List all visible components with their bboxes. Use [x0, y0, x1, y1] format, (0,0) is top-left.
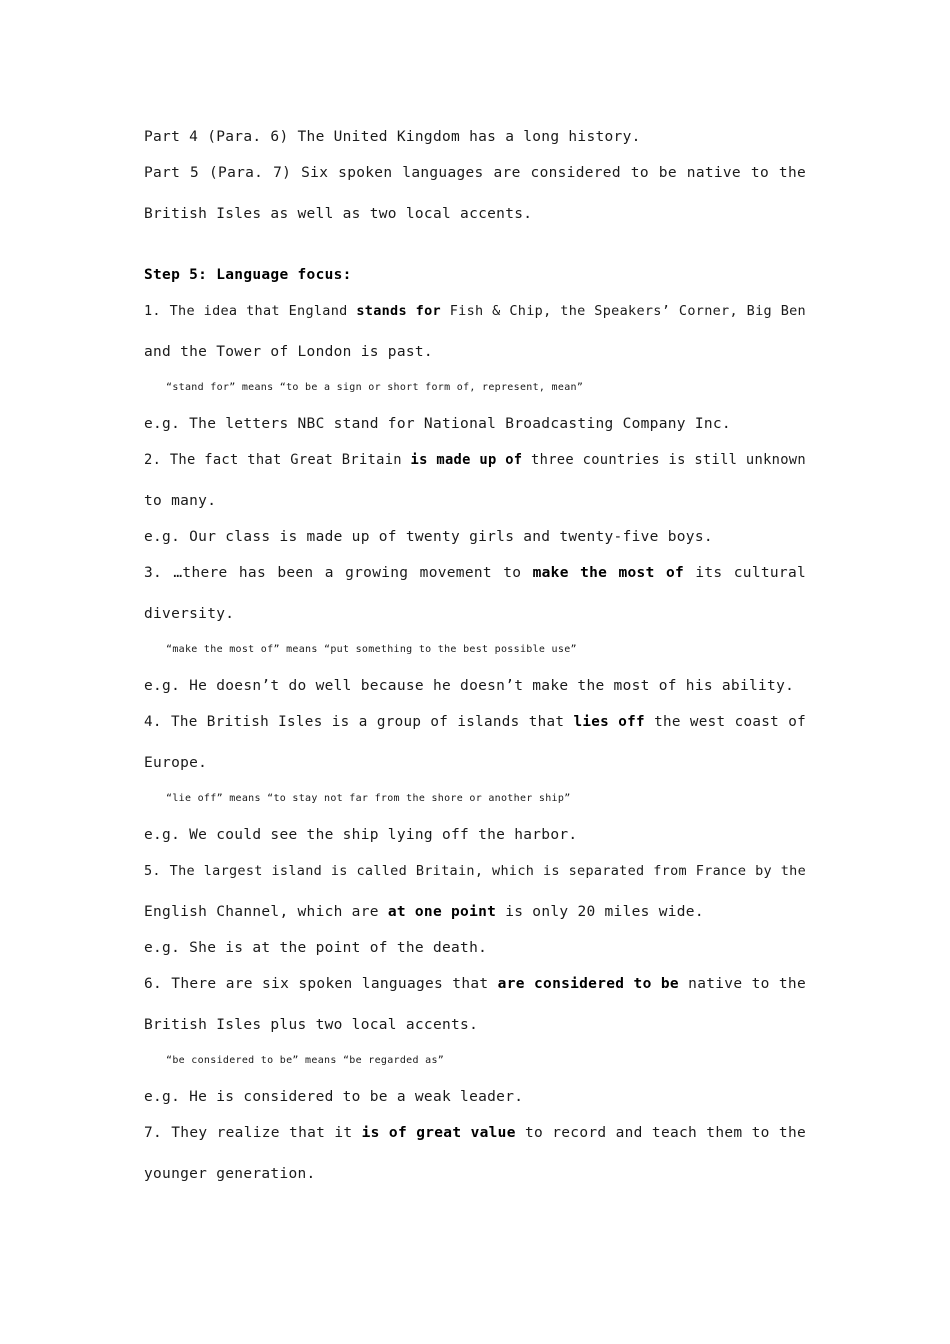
- item-6-meaning: “be considered to be” means “be regarded as”: [166, 1055, 445, 1066]
- item-6-line-2: British Isles plus two local accents.: [144, 1017, 479, 1033]
- item-5-line-2: English Channel, which are at one point is only 20 miles wide.: [144, 904, 704, 920]
- part-4-line: Part 4 (Para. 6) The United Kingdom has a long history.: [144, 129, 641, 145]
- item-5-line-1: 5. The largest island is called Britain, which is separated from France by the: [144, 863, 806, 879]
- part-5-line-1: Part 5 (Para. 7) Six spoken languages are considered to be native to the: [144, 165, 806, 181]
- part-5-line-2: British Isles as well as two local accents.: [144, 206, 533, 222]
- item-4-example: e.g. We could see the ship lying off the harbor.: [144, 827, 578, 843]
- item-2-keyword: is made up of: [410, 452, 523, 468]
- item-2-example: e.g. Our class is made up of twenty girls and twenty-five boys.: [144, 529, 713, 545]
- item-1-example: e.g. The letters NBC stand for National Broadcasting Company Inc.: [144, 416, 731, 432]
- item-4-meaning: “lie off” means “to stay not far from the shore or another ship”: [166, 793, 571, 804]
- item-3-keyword: make the most of: [532, 565, 685, 581]
- step-5-heading: Step 5: Language focus:: [144, 267, 352, 283]
- item-7-line-2: younger generation.: [144, 1166, 316, 1182]
- item-4-line-1: 4. The British Isles is a group of islands that lies off the west coast of: [144, 714, 806, 730]
- item-1-line-2: and the Tower of London is past.: [144, 344, 433, 360]
- item-6-keyword: are considered to be: [497, 976, 679, 992]
- item-1-meaning: “stand for” means “to be a sign or short form of, represent, mean”: [166, 382, 584, 393]
- item-7-keyword: is of great value: [361, 1125, 516, 1141]
- item-4-keyword: lies off: [573, 714, 645, 730]
- item-6-example: e.g. He is considered to be a weak leader.: [144, 1089, 524, 1105]
- item-3-meaning: “make the most of” means “put something to the best possible use”: [166, 644, 577, 655]
- item-2-line-2: to many.: [144, 493, 217, 509]
- item-6-line-1: 6. There are six spoken languages that are considered to be native to the: [144, 976, 806, 992]
- item-3-line-1: 3. …there has been a growing movement to make the most of its cultural: [144, 565, 807, 581]
- item-5-keyword: at one point: [387, 904, 497, 920]
- item-1-keyword: stands for: [356, 303, 441, 319]
- item-3-line-2: diversity.: [144, 606, 235, 622]
- item-2-line-1: 2. The fact that Great Britain is made up of three countries is still unknown: [144, 452, 806, 468]
- item-7-line-1: 7. They realize that it is of great value to record and teach them to the: [144, 1125, 806, 1141]
- item-1-line-1: 1. The idea that England stands for Fish & Chip, the Speakers’ Corner, Big Ben: [144, 303, 806, 319]
- item-5-example: e.g. She is at the point of the death.: [144, 940, 488, 956]
- item-4-line-2: Europe.: [144, 755, 208, 771]
- item-3-example: e.g. He doesn’t do well because he doesn’t make the most of his ability.: [144, 678, 795, 694]
